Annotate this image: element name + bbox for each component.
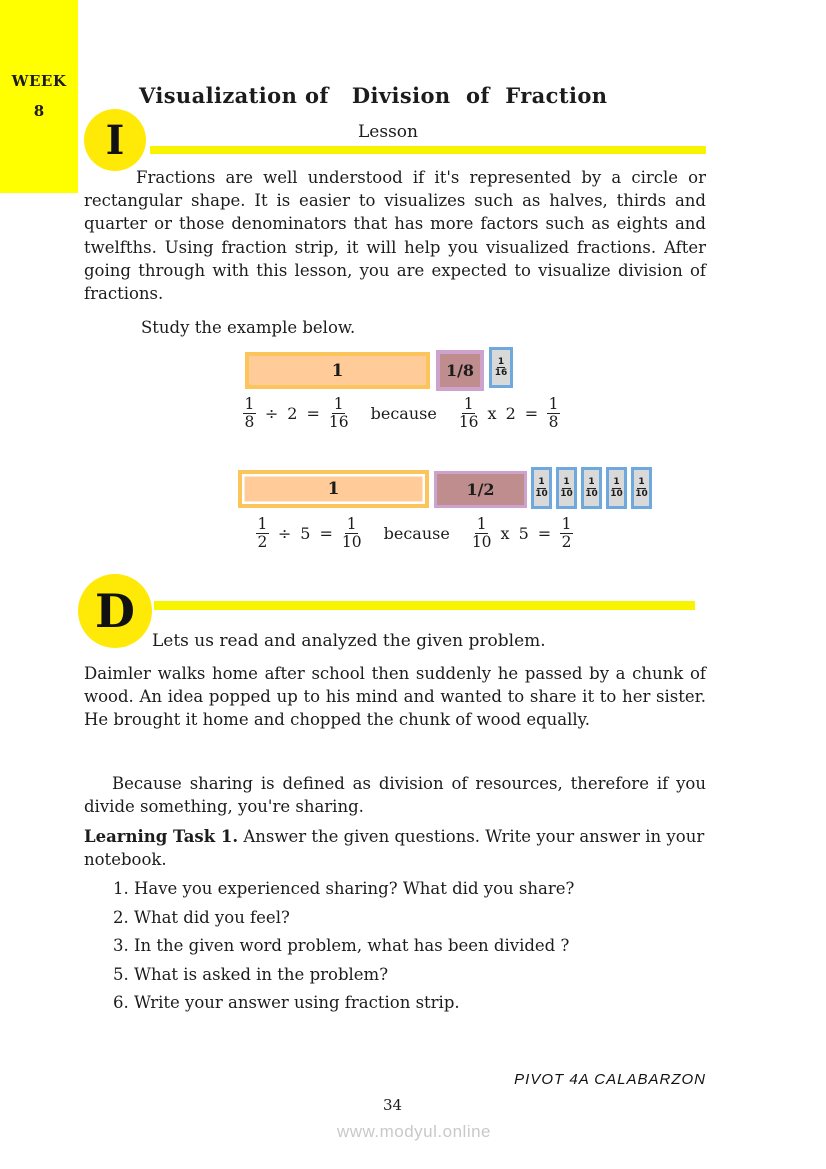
sharing-note: Because sharing is defined as division of resources, therefore if you divide something, you're sharing. <box>84 774 706 817</box>
factor: 5 <box>518 524 529 544</box>
fraction-strip-one-tenth <box>531 467 552 509</box>
fraction-1-16 <box>329 396 349 432</box>
numerator: 1 <box>333 395 344 413</box>
denominator: 2 <box>257 533 268 552</box>
word-problem: Daimler walks home after school then suddenly he passed by a chunk of wood. An idea popped up to his mind and wanted to share it to her sister. He brought it home and chopped the chunk of wood equally. <box>84 664 706 730</box>
numerator: 1 <box>638 477 645 488</box>
fraction-strip-one-tenth <box>581 467 602 509</box>
fraction-1-8 <box>243 396 256 432</box>
learning-task-text: Answer the given questions. Write your answer in your notebook. <box>84 827 705 870</box>
fraction-strip-one-tenth <box>631 467 652 509</box>
equals-sign: = <box>537 524 552 544</box>
yellow-divider-1 <box>150 146 706 154</box>
unit-fraction-1-16 <box>495 357 508 379</box>
fraction-1-10 <box>472 516 492 552</box>
yellow-divider-2 <box>154 601 695 610</box>
fraction-strip-one-eighth: 1/8 <box>436 350 484 391</box>
lesson-heading: Lesson <box>358 122 418 142</box>
week-sidebar <box>0 0 78 193</box>
intro-paragraph: Fractions are well understood if it's represented by a circle or rectangular shape. It is easier to visualizes such as halves, thirds and quarter or those denominators that has more factors such as eights and twelfths. Using fraction strip, it will help you visualized fractions. After going through with this lesson, you are expected to visualize division of fractions. <box>84 168 706 304</box>
numerator: 1 <box>538 477 545 488</box>
denominator: 8 <box>244 413 255 432</box>
numerator: 1 <box>244 395 255 413</box>
fraction-strip-one-sixteenth <box>489 347 513 388</box>
fraction-strip-whole-2: 1 <box>238 470 429 508</box>
section-badge-introduction: I <box>84 109 146 171</box>
denominator: 10 <box>535 488 548 499</box>
week-label: WEEK <box>11 72 67 90</box>
numerator: 1 <box>613 477 620 488</box>
fraction-strip-one-half: 1/2 <box>434 471 527 508</box>
denominator: 16 <box>494 368 508 378</box>
page-number: 34 <box>383 1096 403 1114</box>
unit-fraction-1-10 <box>585 477 598 499</box>
denominator: 10 <box>610 488 623 499</box>
divide-sign: ÷ <box>277 524 292 544</box>
unit-fraction-1-10 <box>560 477 573 499</box>
denominator: 2 <box>561 533 572 552</box>
equation-1 <box>243 396 560 432</box>
factor: 2 <box>505 404 516 424</box>
page-title: Visualization of Division of Fraction <box>139 83 608 108</box>
fraction-strip-whole-1: 1 <box>245 352 430 389</box>
fraction-1-10 <box>342 516 362 552</box>
numerator: 1 <box>561 515 572 533</box>
equals-sign: = <box>319 524 333 544</box>
because-word: because <box>383 524 450 544</box>
fraction-1-2 <box>256 516 269 552</box>
question-item: 5. What is asked in the problem? <box>113 964 389 984</box>
section-badge-development: D <box>78 574 152 648</box>
footer-brand: PIVOT 4A CALABARZON <box>514 1071 706 1088</box>
fraction-1-2 <box>560 516 573 552</box>
question-item: 6. Write your answer using fraction strip. <box>113 993 460 1013</box>
numerator: 1 <box>476 515 487 533</box>
learning-task <box>84 825 706 871</box>
fraction-strip-tenths-row <box>531 467 652 509</box>
unit-fraction-1-10 <box>635 477 648 499</box>
question-list <box>113 877 574 1020</box>
divisor: 2 <box>287 404 298 424</box>
numerator: 1 <box>346 515 357 533</box>
fraction-1-8 <box>547 396 560 432</box>
fraction-strip-one-tenth <box>606 467 627 509</box>
divide-sign: ÷ <box>264 404 279 424</box>
denominator: 16 <box>458 413 479 432</box>
because-word: because <box>370 404 437 424</box>
numerator: 1 <box>257 515 268 533</box>
numerator: 1 <box>497 356 505 367</box>
times-sign: x <box>487 404 497 424</box>
question-item: 2. What did you feel? <box>113 907 290 927</box>
denominator: 10 <box>341 533 362 552</box>
numerator: 1 <box>463 395 474 413</box>
equals-sign: = <box>524 404 539 424</box>
equals-sign: = <box>306 404 320 424</box>
denominator: 10 <box>635 488 648 499</box>
fraction-1-16 <box>459 396 479 432</box>
unit-fraction-1-10 <box>610 477 623 499</box>
fraction-strip-one-tenth <box>556 467 577 509</box>
activity-lead: Lets us read and analyzed the given problem. <box>152 631 546 651</box>
question-item: 3. In the given word problem, what has been divided ? <box>113 936 570 956</box>
question-item: 1. Have you experienced sharing? What did you share? <box>113 879 575 898</box>
learning-task-label: Learning Task 1. <box>84 827 239 846</box>
watermark: www.modyul.online <box>337 1122 492 1141</box>
study-prompt: Study the example below. <box>141 318 356 337</box>
denominator: 8 <box>548 413 559 432</box>
divisor: 5 <box>300 524 311 544</box>
unit-fraction-1-10 <box>535 477 548 499</box>
numerator: 1 <box>588 477 595 488</box>
denominator: 16 <box>328 413 349 432</box>
equation-2 <box>256 516 573 552</box>
numerator: 1 <box>563 477 570 488</box>
times-sign: x <box>500 524 510 544</box>
denominator: 10 <box>471 533 492 552</box>
numerator: 1 <box>548 395 559 413</box>
denominator: 10 <box>585 488 598 499</box>
denominator: 10 <box>560 488 573 499</box>
week-number: 8 <box>33 102 45 120</box>
